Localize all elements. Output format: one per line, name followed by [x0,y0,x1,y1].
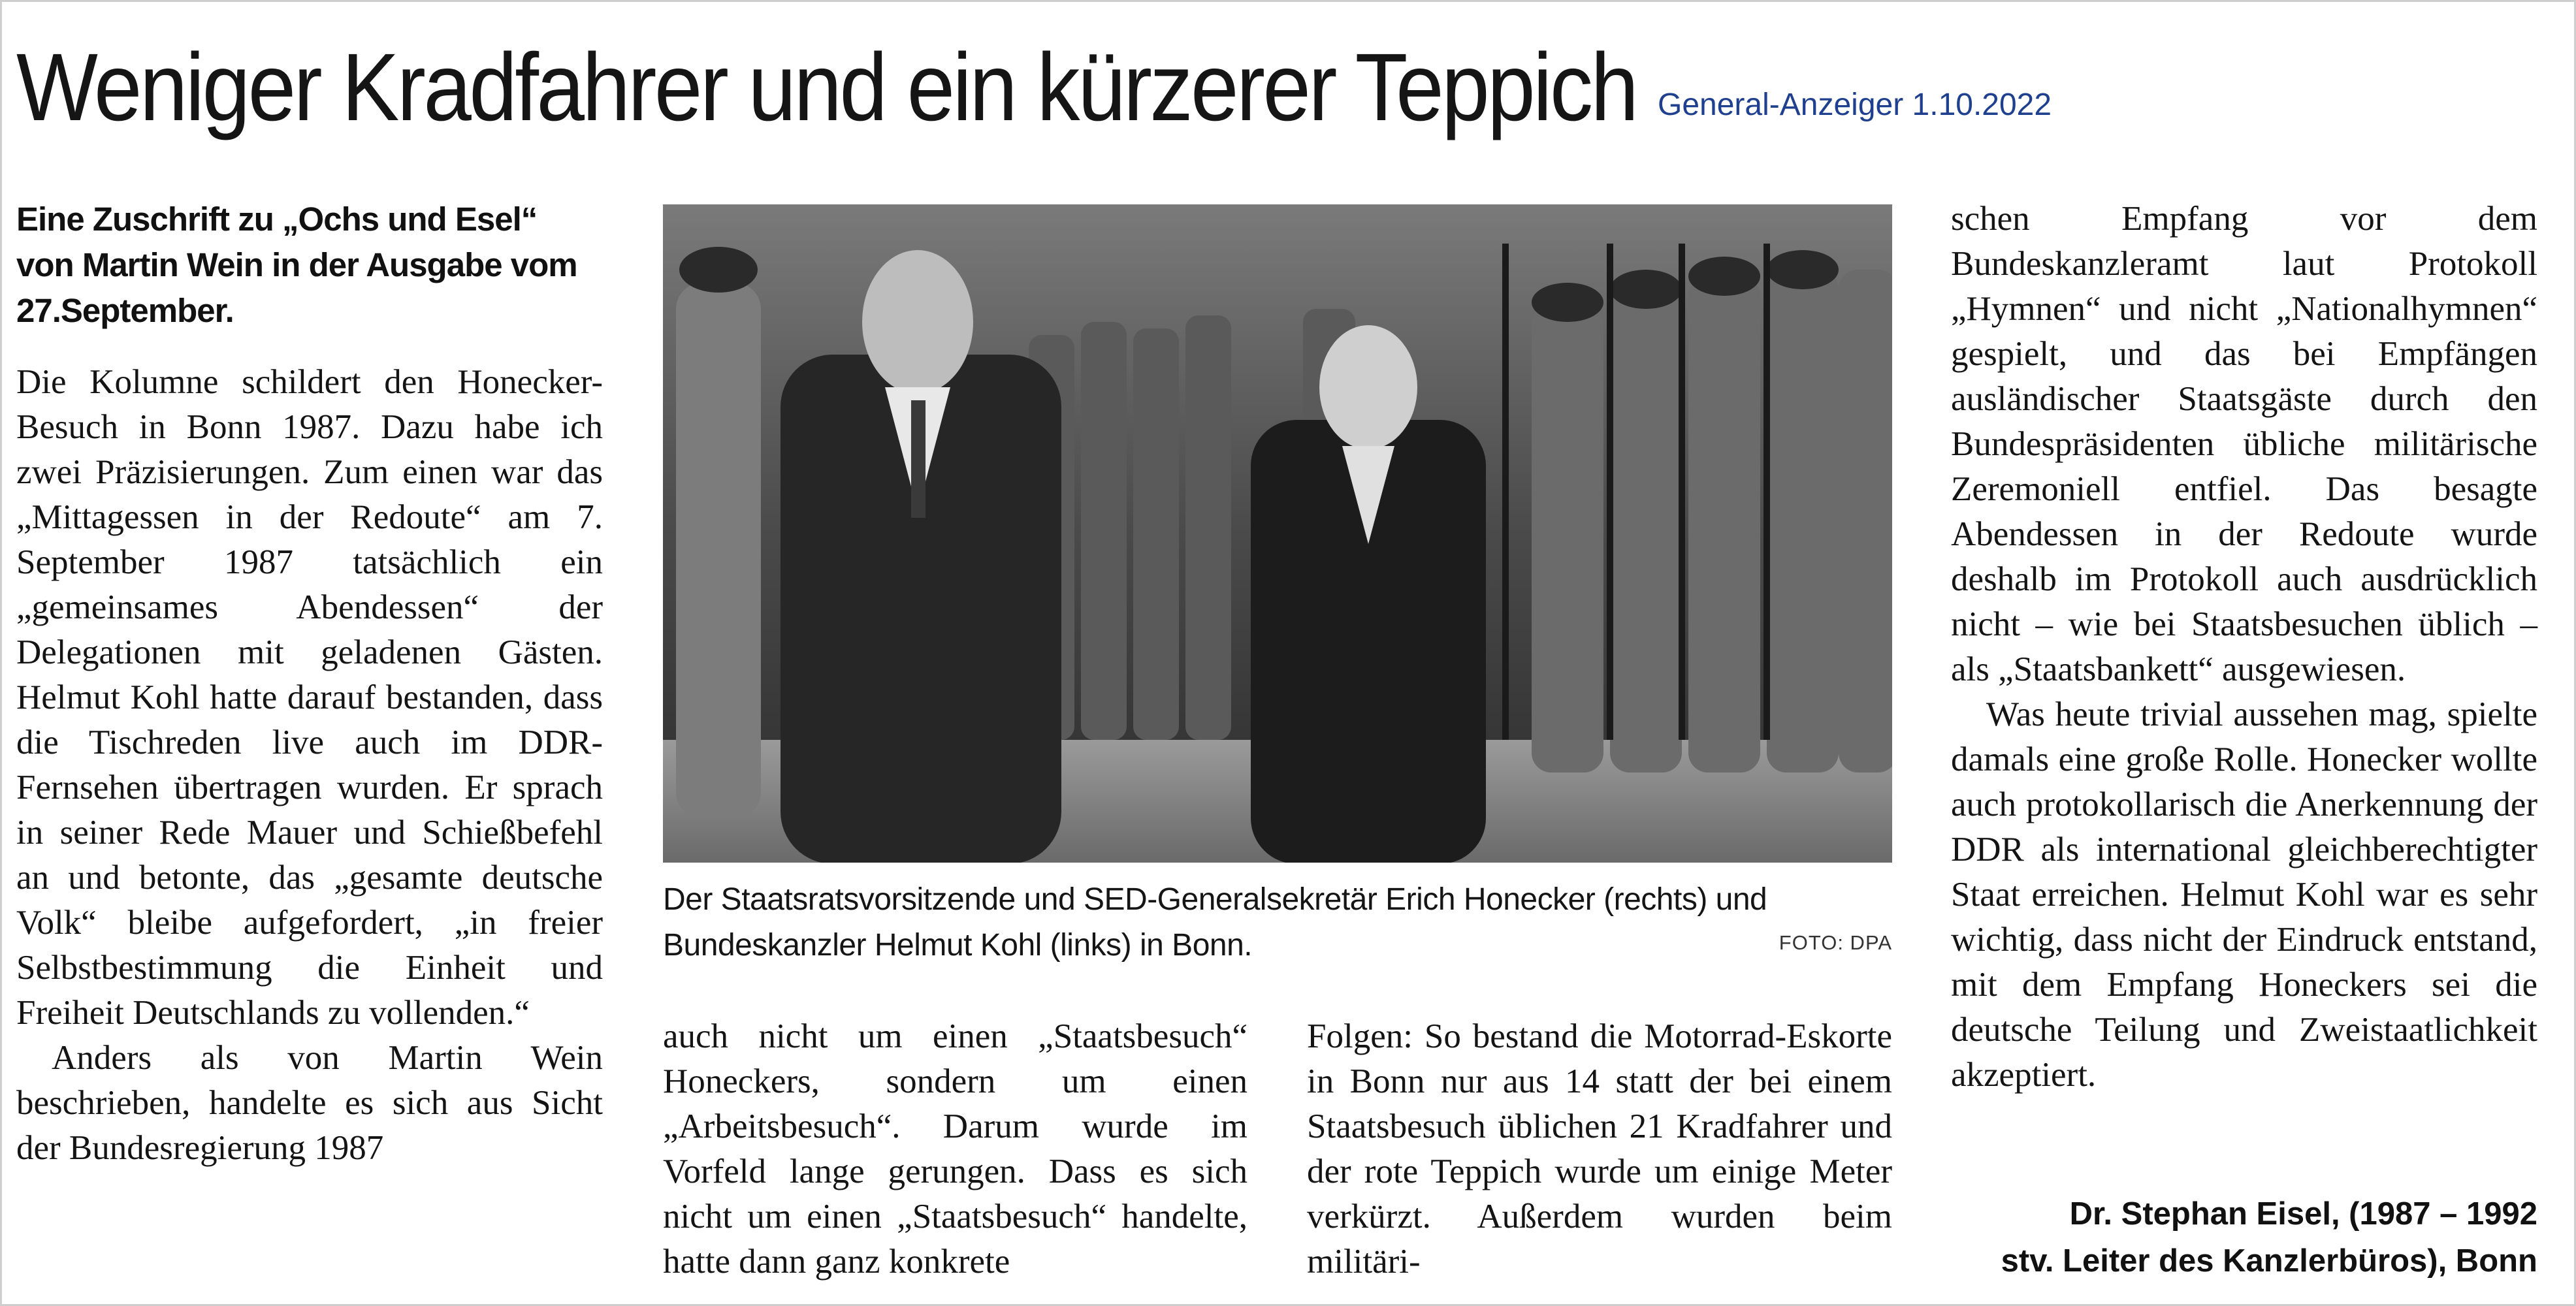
column4-paragraph-2: Was heute trivial aussehen mag, spielte damals eine große Rolle. Honecker wollte auch protokollarisch die Anerkennung der DDR als international gleichberechtigter Staat erreichen. Helmut Kohl war es sehr wichtig, dass nicht der Eindruck entstand, mit dem Empfang Honeckers sei die deutsche Teilung und Zweistaatlichkeit akzeptiert. [1951,695,2537,1094]
column1-paragraph-1: Die Kolumne schildert den Honecker-Besuch in Bonn 1987. Dazu habe ich zwei Präzisierungen. Zum einen war das „Mittagessen in der Redoute“ am 7. September 1987 tatsächlich ein „gemeinsames Abendessen“ der Delegationen mit geladenen Gästen. Helmut Kohl hatte darauf bestanden, dass die Tischreden live auch im DDR-Fernsehen übertragen wurden. Er sprach in seiner Rede Mauer und Schießbefehl an und betonte, das „gesamte deutsche Volk“ bleibe aufgefordert, „in freier Selbstbestimmung die Einheit und Freiheit Deutschlands zu vollenden.“ [16,363,603,1032]
headline: Weniger Kradfahrer und ein kürzerer Teppich [16,34,1637,141]
signature [1951,1190,2537,1284]
column1-paragraph-2: Anders als von Martin Wein beschrieben, handelte es sich aus Sicht der Bundesregierung 1987 [16,1039,603,1167]
photo-image [663,204,1892,863]
column3-paragraph-1: Folgen: So bestand die Motorrad-Eskorte in Bonn nur aus 14 statt der bei einem Staatsbesuch üblichen 21 Kradfahrer und der rote Teppich wurde um einige Meter verkürzt. Außerdem wurden beim militäri- [1307,1017,1892,1281]
column-1 [16,197,603,1171]
source-tag: General-Anzeiger 1.10.2022 [1658,88,2052,122]
signature-line-1: Dr. Stephan Eisel, (1987 – 1992 [2069,1196,2537,1232]
column2-paragraph-1: auch nicht um einen „Staatsbesuch“ Honeckers, sondern um einen „Arbeitsbesuch“. Darum wurde im Vorfeld lange gerungen. Dass es sich nicht um einen „Staatsbesuch“ handelte, hatte dann ganz konkrete [663,1017,1248,1281]
photo-credit: FOTO: DPA [1779,931,1892,954]
caption-text: Der Staatsratsvorsitzende und SED-Generalsekretär Erich Honecker (rechts) und Bundeskanzler Helmut Kohl (links) in Bonn. [663,882,1767,963]
photo-honecker-kohl [663,204,1892,863]
photo-caption [663,877,1892,968]
column-2 [663,1014,1248,1284]
intro-text: Eine Zuschrift zu „Ochs und Esel“ von Martin Wein in der Ausgabe vom 27.September. [16,200,577,329]
column4-paragraph-1: schen Empfang vor dem Bundeskanzleramt laut Protokoll „Hymnen“ und nicht „Nationalhymnen“ gespielt, und das bei Empfängen ausländischer Staatsgäste durch den Bundespräsidenten übliche militärische Zeremoniell entfiel. Das besagte Abendessen in der Redoute wurde deshalb im Protokoll auch ausdrücklich nicht – wie bei Staatsbesuchen üblich – als „Staatsbankett“ ausgewiesen. [1951,200,2537,688]
column-4 [1951,197,2537,1098]
signature-line-2: stv. Leiter des Kanzlerbüros), Bonn [2001,1243,2537,1279]
column-3 [1307,1014,1892,1284]
